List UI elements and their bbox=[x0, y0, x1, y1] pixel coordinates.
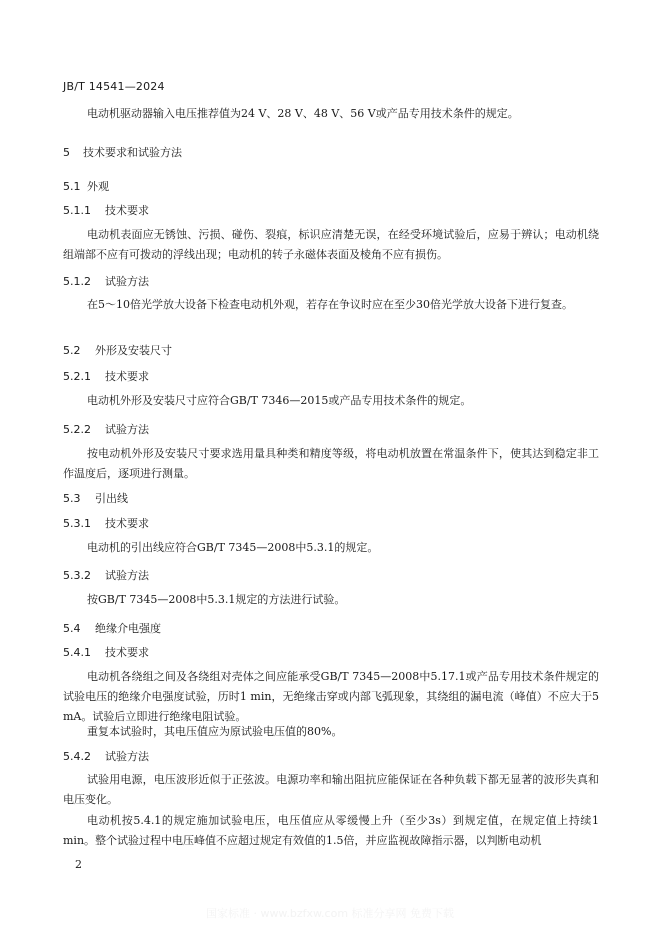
section-number: 5.1.1 bbox=[63, 204, 91, 217]
section-5-3-2-text: 按GB/T 7345—2008中5.3.1规定的方法进行试验。 bbox=[87, 593, 346, 606]
watermark: 国家标准 · www.bzfxw.com 标准分享网 免费下载 bbox=[205, 907, 455, 920]
section-number: 5.4.2 bbox=[63, 750, 91, 763]
section-title: 技术要求 bbox=[105, 370, 149, 383]
section-number: 5.3 bbox=[63, 492, 81, 505]
page-number: 2 bbox=[75, 858, 82, 871]
section-5-3-heading bbox=[63, 489, 128, 509]
section-5-4-2-heading bbox=[63, 747, 149, 767]
section-number: 5.4 bbox=[63, 622, 81, 635]
section-5-3-1-heading bbox=[63, 514, 149, 534]
section-title: 外形及安装尺寸 bbox=[95, 344, 172, 357]
section-5-2-heading bbox=[63, 341, 172, 361]
section-title: 引出线 bbox=[95, 492, 128, 505]
section-5-4-heading bbox=[63, 619, 161, 639]
section-title: 技术要求 bbox=[105, 646, 149, 659]
section-number: 5.3.2 bbox=[63, 569, 91, 582]
section-title: 试验方法 bbox=[105, 275, 149, 288]
section-title: 外观 bbox=[87, 180, 109, 193]
section-5-1-2-text: 在5～10倍光学放大设备下检查电动机外观，若存在争议时应在至少30倍光学放大设备下进行复查。 bbox=[87, 298, 573, 311]
section-title: 试验方法 bbox=[105, 750, 149, 763]
section-5-2-1-text: 电动机外形及安装尺寸应符合GB/T 7346—2015或产品专用技术条件的规定。 bbox=[87, 394, 472, 407]
section-5-4-1-text-1: 电动机各绕组之间及各绕组对壳体之间应能承受GB/T 7345—2008中5.17.1或产品专用技术条件规定的试验电压的绝缘介电强度试验，历时1 min，无绝缘击穿或内部飞弧现象，其绕组的漏电流（峰值）不应大于5 mA。试验后立即进行绝缘电阻试验。 bbox=[63, 670, 599, 723]
section-5-3-2-heading bbox=[63, 566, 149, 586]
section-5-1-1-text: 电动机表面应无锈蚀、污损、碰伤、裂痕，标识应清楚无误，在经受环境试验后，应易于辨认；电动机绕组端部不应有可拨动的浮线出现；电动机的转子永磁体表面及棱角不应有损伤。 bbox=[63, 228, 599, 261]
section-number: 5.1 bbox=[63, 180, 81, 193]
section-number: 5.4.1 bbox=[63, 646, 91, 659]
section-title: 试验方法 bbox=[105, 569, 149, 582]
section-5-4-1-heading bbox=[63, 643, 149, 663]
section-title: 技术要求 bbox=[105, 517, 149, 530]
section-5-1-1-heading bbox=[63, 201, 149, 221]
intro-paragraph: 电动机驱动器输入电压推荐值为24 V、28 V、48 V、56 V或产品专用技术条件的规定。 bbox=[87, 107, 519, 120]
section-5-2-2-text: 按电动机外形及安装尺寸要求选用量具种类和精度等级，将电动机放置在常温条件下，使其达到稳定非工作温度后，逐项进行测量。 bbox=[63, 447, 599, 480]
section-number: 5.2.1 bbox=[63, 370, 91, 383]
section-title: 技术要求和试验方法 bbox=[83, 146, 182, 159]
section-number: 5.2 bbox=[63, 344, 81, 357]
section-number: 5 bbox=[63, 146, 70, 159]
document-header: JB/T 14541—2024 bbox=[63, 80, 165, 93]
section-5-1-2-heading bbox=[63, 272, 149, 292]
section-title: 试验方法 bbox=[105, 423, 149, 436]
section-number: 5.2.2 bbox=[63, 423, 91, 436]
section-5-heading bbox=[63, 143, 182, 163]
section-number: 5.1.2 bbox=[63, 275, 91, 288]
section-5-2-1-heading bbox=[63, 367, 149, 387]
section-title: 技术要求 bbox=[105, 204, 149, 217]
section-number: 5.3.1 bbox=[63, 517, 91, 530]
section-5-4-2-text-2: 电动机按5.4.1的规定施加试验电压，电压值应从零缓慢上升（至少3s）到规定值，在规定值上持续1 min。整个试验过程中电压峰值不应超过规定有效值的1.5倍，并应监视故障指示器，以判断电动机 bbox=[63, 814, 599, 847]
section-5-4-2-text-1: 试验用电源，电压波形近似于正弦波。电源功率和输出阻抗应能保证在各种负载下都无显著的波形失真和电压变化。 bbox=[63, 773, 599, 806]
section-title: 绝缘介电强度 bbox=[95, 622, 161, 635]
section-5-3-1-text: 电动机的引出线应符合GB/T 7345—2008中5.3.1的规定。 bbox=[87, 541, 379, 554]
section-5-2-2-heading bbox=[63, 420, 149, 440]
section-5-4-1-text-2: 重复本试验时，其电压值应为原试验电压值的80%。 bbox=[87, 725, 343, 738]
section-5-1-heading bbox=[63, 177, 109, 197]
